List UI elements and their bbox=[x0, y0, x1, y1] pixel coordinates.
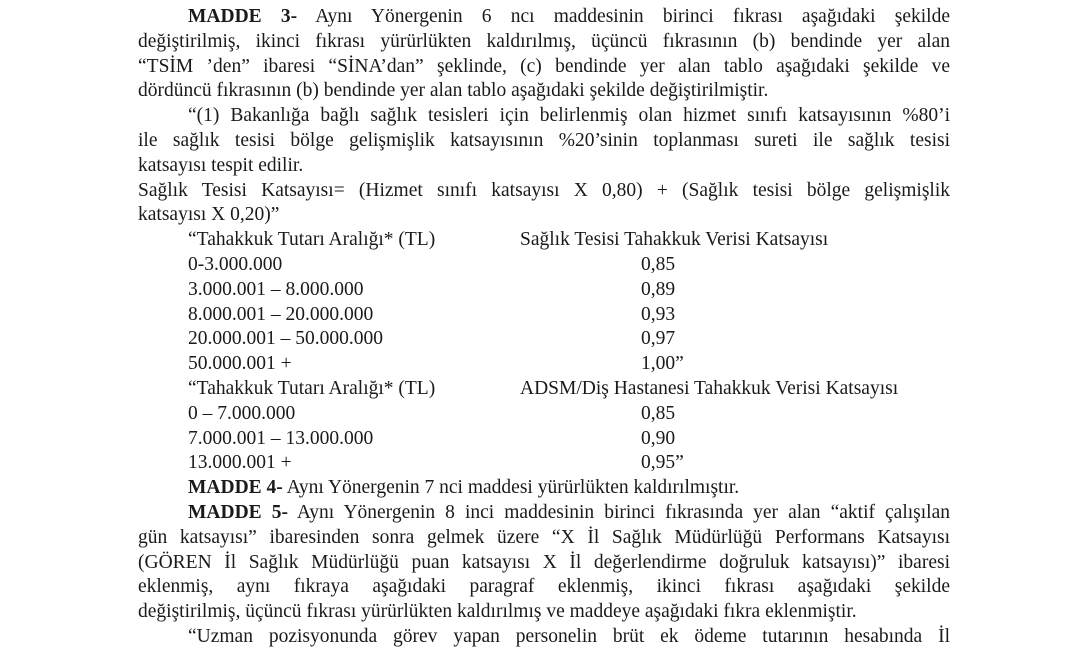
line-text: gün katsayısı” ibaresinden sonra gelmek üzere “X İl Sağlık Müdürlüğü Performans Katsayısı bbox=[138, 526, 950, 548]
text-line bbox=[138, 79, 950, 103]
table1-row-range: 20.000.001 – 50.000.000 bbox=[188, 328, 383, 350]
table1-row-value: 1,00” bbox=[641, 353, 684, 375]
formula-line bbox=[138, 179, 950, 203]
line-text: Sağlık Tesisi Katsayısı= (Hizmet sınıfı katsayısı X 0,80) + (Sağlık tesisi bölge gelişmişlik bbox=[138, 179, 950, 201]
line-text: değiştirilmiş, üçüncü fıkrası yürürlükten kaldırılmış ve maddeye aşağıdaki fıkra eklenmiştir. bbox=[138, 601, 857, 623]
table1-row-value: 0,85 bbox=[641, 254, 676, 275]
table2-row-value: 0,85 bbox=[641, 402, 676, 424]
table1-row-value: 0,93 bbox=[641, 303, 676, 325]
text-line bbox=[188, 625, 950, 649]
line-text: katsayısı tespit edilir. bbox=[138, 154, 304, 176]
text-line bbox=[188, 104, 950, 128]
article-heading: MADDE 4- bbox=[188, 477, 283, 499]
line-text: katsayısı X 0,20)” bbox=[138, 204, 280, 226]
text-line bbox=[138, 30, 950, 54]
line-text: “TSİM ’den” ibaresi “SİNA’dan” şeklinde, (c) bendinde yer alan tablo aşağıdaki şekilde ve bbox=[138, 55, 950, 77]
table2-header-value: ADSM/Diş Hastanesi Tahakkuk Verisi Katsayısı bbox=[520, 378, 899, 399]
text-line bbox=[138, 575, 950, 599]
line-text: ile sağlık tesisi bölge gelişmişlik katsayısının %20’sinin toplanması sureti ile sağlık tesisi bbox=[138, 130, 950, 151]
madde-5 bbox=[188, 501, 950, 525]
line-text: (GÖREN İl Sağlık Müdürlüğü puan katsayısı X İl değerlendirme doğruluk katsayısı)” ibaresi bbox=[138, 551, 950, 573]
line-text: Aynı Yönergenin 8 inci maddesinin birinci fıkrasında yer alan “aktif çalışılan bbox=[287, 502, 950, 523]
article-heading: MADDE 3- bbox=[188, 6, 298, 27]
text-line bbox=[138, 551, 950, 575]
table1-row-range: 8.000.001 – 20.000.000 bbox=[188, 303, 374, 325]
line-text: Aynı Yönergenin 6 ncı maddesinin birinci fıkrası aşağıdaki şekilde bbox=[297, 6, 950, 27]
madde-3 bbox=[188, 5, 950, 29]
table1-row-range: 0-3.000.000 bbox=[188, 254, 283, 275]
line-text: dördüncü fıkrasının (b) bendinde yer alan tablo aşağıdaki şekilde değiştirilmiştir. bbox=[138, 80, 769, 102]
table1-header-value: Sağlık Tesisi Tahakkuk Verisi Katsayısı bbox=[520, 229, 829, 251]
table1-row-value: 0,97 bbox=[641, 328, 676, 350]
text-line bbox=[138, 154, 950, 178]
table2-row-value: 0,90 bbox=[641, 427, 676, 449]
table2-row-range: 0 – 7.000.000 bbox=[188, 402, 296, 424]
article-heading: MADDE 5- bbox=[188, 502, 288, 523]
line-text: eklenmiş, aynı fıkraya aşağıdaki paragraf eklenmiş, ikinci fıkrası aşağıdaki şekilde bbox=[138, 576, 950, 598]
text-line bbox=[138, 600, 950, 624]
table2-header-range: “Tahakkuk Tutarı Aralığı* (TL) bbox=[188, 378, 436, 399]
text-line bbox=[138, 129, 950, 153]
line-text: Aynı Yönergenin 7 nci maddesi yürürlükten kaldırılmıştır. bbox=[282, 477, 740, 499]
table1-row-value: 0,89 bbox=[641, 278, 676, 300]
table2-row-range: 13.000.001 + bbox=[188, 452, 292, 474]
formula-line bbox=[138, 203, 950, 227]
table1-row-range: 50.000.001 + bbox=[188, 353, 292, 375]
table1-row-range: 3.000.001 – 8.000.000 bbox=[188, 278, 364, 300]
line-text: “(1) Bakanlığa bağlı sağlık tesisleri için belirlenmiş olan hizmet sınıfı katsayısının %80’i bbox=[188, 105, 950, 127]
line-text: “Uzman pozisyonunda görev yapan personelin brüt ek ödeme tutarının hesabında İl bbox=[188, 626, 950, 647]
table2-row-value: 0,95” bbox=[641, 452, 684, 474]
table1-header-range: “Tahakkuk Tutarı Aralığı* (TL) bbox=[188, 229, 436, 251]
table2-row-range: 7.000.001 – 13.000.000 bbox=[188, 427, 374, 449]
line-text: değiştirilmiş, ikinci fıkrası yürürlükten kaldırılmış, üçüncü fıkrasının (b) bendinde yer alan bbox=[138, 30, 950, 52]
text-line bbox=[138, 526, 950, 550]
text-line bbox=[138, 55, 950, 79]
madde-4 bbox=[188, 476, 950, 500]
